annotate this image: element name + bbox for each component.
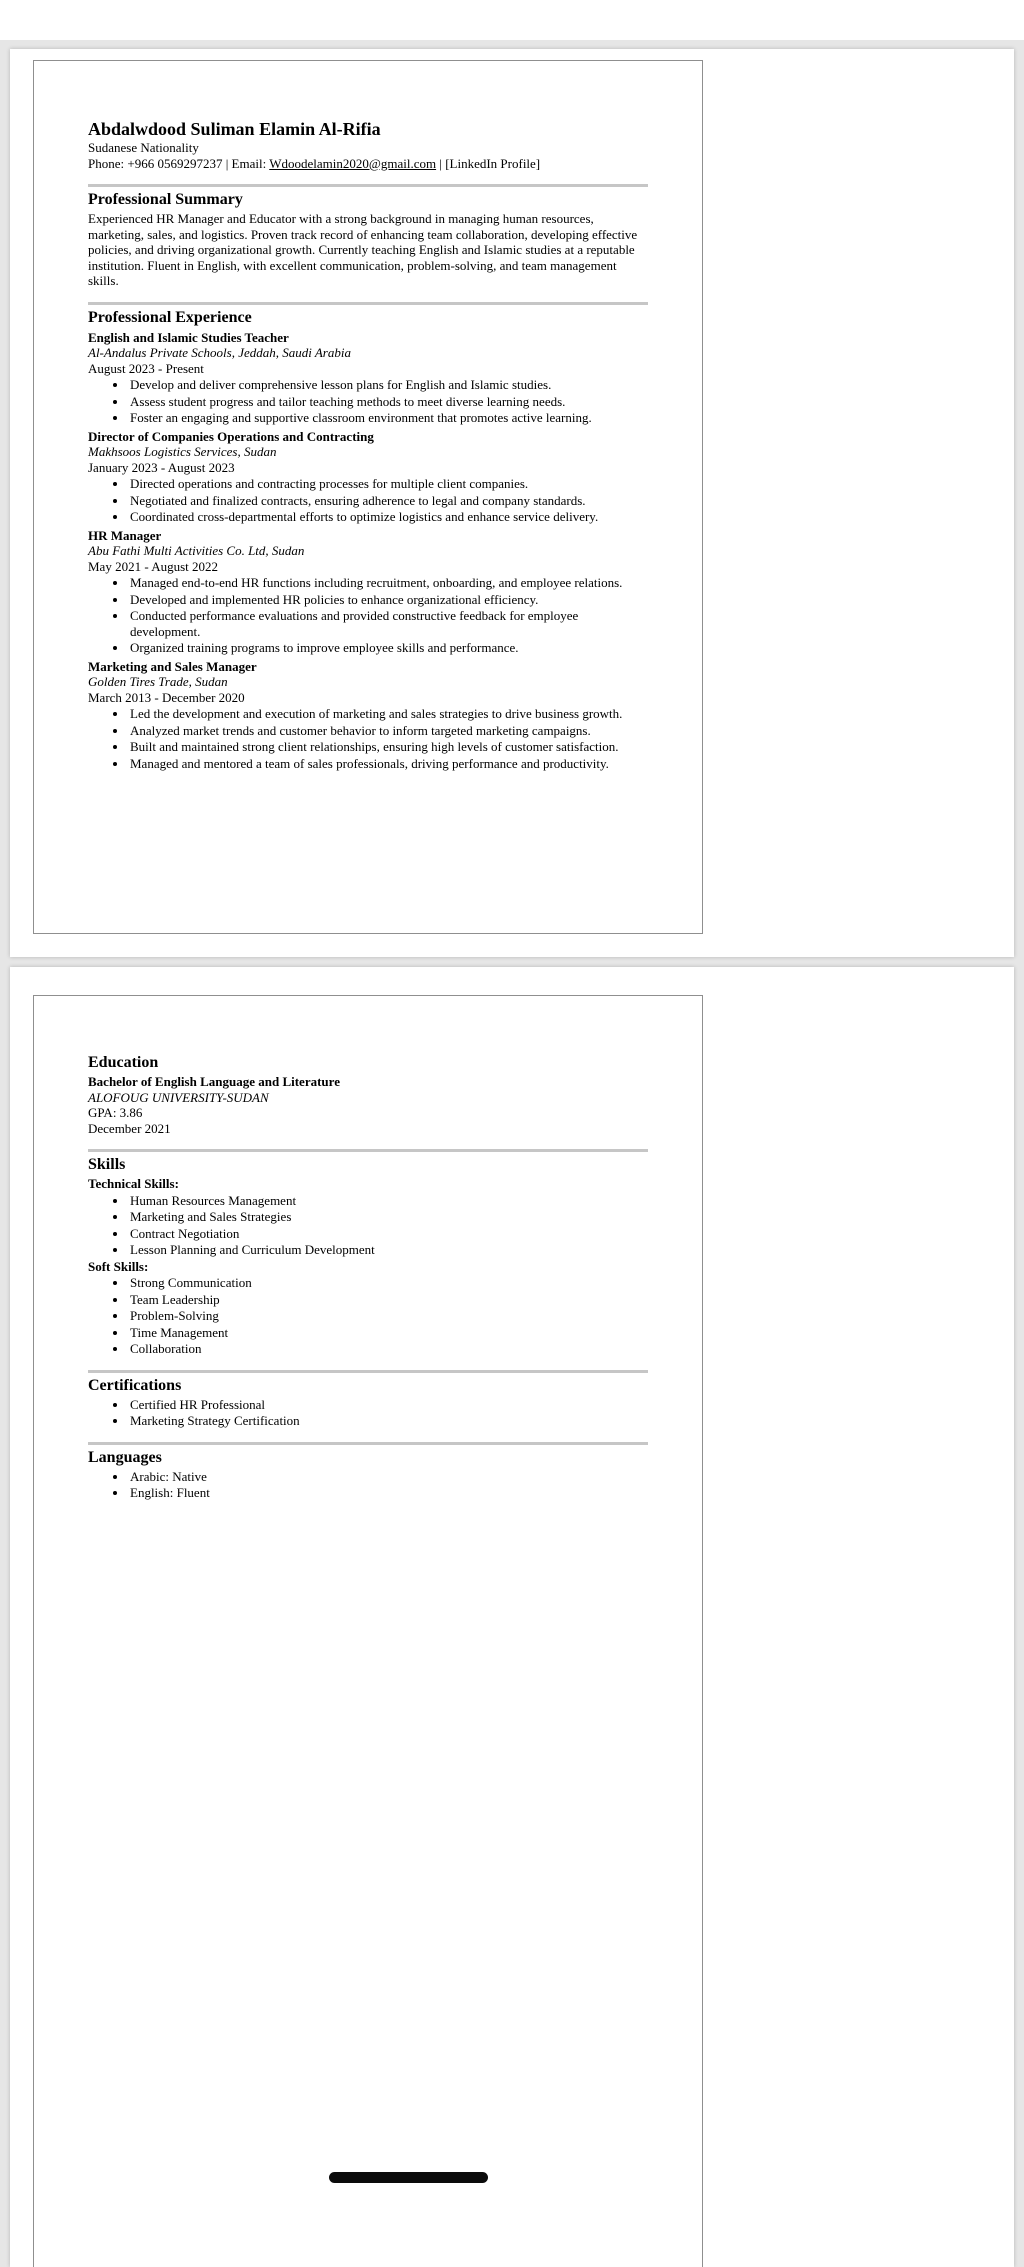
job-entry: [88, 528, 648, 656]
bullet-item: • Problem-Solving: [128, 1308, 648, 1324]
home-indicator[interactable]: [329, 2172, 488, 2183]
bullet-item: • Managed end-to-end HR functions including recruitment, onboarding, and employee relations.: [128, 575, 648, 591]
job-bullets: [88, 476, 648, 525]
job-title: English and Islamic Studies Teacher: [88, 329, 289, 345]
candidate-name: Abdalwdood Suliman Elamin Al-Rifia: [88, 119, 381, 139]
status-bar-area: [0, 0, 1024, 40]
nationality: Sudanese Nationality: [88, 140, 199, 155]
job-company: Golden Tires Trade, Sudan: [88, 674, 228, 689]
resume-page-1: [10, 49, 1014, 957]
experience-heading: Professional Experience: [88, 308, 252, 326]
skills-heading: Skills: [88, 1156, 126, 1173]
soft-skills-label: Soft Skills:: [88, 1258, 149, 1274]
job-dates: August 2023 - Present: [88, 360, 204, 376]
summary-text: Experienced HR Manager and Educator with a strong background in managing human resources, marketing, sales, and logistics. Proven track record of enhancing team collaboration, developing effective policies, and driving organizational growth. Currently teaching English and Islamic studies at a reputable institution. Fluent in English, with excellent communication, problem-solving, and team management skills.: [88, 211, 638, 288]
bullet-item: • Strong Communication: [128, 1275, 648, 1291]
bullet-item: • Lesson Planning and Curriculum Development: [128, 1242, 648, 1258]
bullet-item: • Team Leadership: [128, 1292, 648, 1308]
job-dates: January 2023 - August 2023: [88, 459, 235, 475]
languages-list: [88, 1469, 648, 1501]
technical-skills-list: [88, 1193, 648, 1258]
document-scroll-area[interactable]: [0, 40, 1024, 2267]
bullet-item: • Negotiated and finalized contracts, ensuring adherence to legal and company standards.: [128, 493, 648, 509]
bullet-item: • English: Fluent: [128, 1485, 648, 1501]
certifications-heading: Certifications: [88, 1376, 182, 1394]
job-entry: [88, 659, 648, 772]
job-dates: May 2021 - August 2022: [88, 558, 218, 574]
bullet-item: • Time Management: [128, 1325, 648, 1341]
section-divider: [88, 302, 648, 305]
job-entry: [88, 330, 648, 426]
soft-skills-list: [88, 1275, 648, 1357]
bullet-item: • Built and maintained strong client relationships, ensuring high levels of customer satisfaction.: [128, 739, 648, 755]
education-school: ALOFOUG UNIVERSITY-SUDAN: [88, 1089, 269, 1105]
education-gpa: GPA: 3.86: [88, 1105, 143, 1120]
section-divider: [88, 1149, 648, 1152]
bullet-item: • Assess student progress and tailor teaching methods to meet diverse learning needs.: [128, 394, 648, 410]
bullet-item: • Developed and implemented HR policies to enhance organizational efficiency.: [128, 592, 648, 608]
bullet-item: • Marketing and Sales Strategies: [128, 1209, 648, 1225]
job-bullets: [88, 706, 648, 771]
job-title: HR Manager: [88, 527, 162, 543]
job-company: Makhsoos Logistics Services, Sudan: [88, 444, 277, 459]
phone-email-text: Phone: +966 0569297237 | Email:: [88, 155, 270, 171]
summary-heading: Professional Summary: [88, 191, 243, 208]
bullet-item: • Foster an engaging and supportive classroom environment that promotes active learning.: [128, 410, 648, 426]
education-date: December 2021: [88, 1120, 171, 1136]
linkedin-text[interactable]: | [LinkedIn Profile]: [436, 155, 541, 171]
page-2-content: [34, 996, 702, 1501]
section-divider: [88, 1442, 648, 1445]
section-divider: [88, 1370, 648, 1373]
bullet-item: • Marketing Strategy Certification: [128, 1413, 648, 1429]
job-bullets: [88, 377, 648, 426]
education-degree: Bachelor of English Language and Literature: [88, 1074, 340, 1089]
page-1-content: [34, 61, 702, 771]
job-entry: [88, 429, 648, 525]
bullet-item: • Human Resources Management: [128, 1193, 648, 1209]
bullet-item: • Arabic: Native: [128, 1469, 648, 1485]
job-title: Marketing and Sales Manager: [88, 658, 257, 674]
job-company: Al-Andalus Private Schools, Jeddah, Saudi Arabia: [88, 345, 351, 360]
languages-heading: Languages: [88, 1448, 162, 1466]
section-divider: [88, 184, 648, 187]
bullet-item: • Certified HR Professional: [128, 1397, 648, 1413]
page-border: [33, 995, 703, 2267]
email-link[interactable]: Wdoodelamin2020@gmail.com: [269, 155, 437, 171]
page-border: [33, 60, 703, 934]
bullet-item: • Organized training programs to improve employee skills and performance.: [128, 640, 648, 656]
bullet-item: • Managed and mentored a team of sales professionals, driving performance and productivity.: [128, 756, 648, 772]
job-title: Director of Companies Operations and Contracting: [88, 428, 374, 444]
certifications-list: [88, 1397, 648, 1429]
job-dates: March 2013 - December 2020: [88, 689, 245, 705]
job-bullets: [88, 575, 648, 656]
bullet-item: • Analyzed market trends and customer behavior to inform targeted marketing campaigns.: [128, 723, 648, 739]
contact-line: [88, 156, 648, 172]
education-heading: Education: [88, 1054, 159, 1071]
bullet-item: • Coordinated cross-departmental efforts to optimize logistics and enhance service delivery.: [128, 509, 648, 525]
bullet-item: • Led the development and execution of marketing and sales strategies to drive business growth.: [128, 706, 648, 722]
bullet-item: • Contract Negotiation: [128, 1226, 648, 1242]
bullet-item: • Conducted performance evaluations and provided constructive feedback for employee development.: [128, 608, 648, 639]
bullet-item: • Directed operations and contracting processes for multiple client companies.: [128, 476, 648, 492]
resume-page-2: [10, 967, 1014, 2267]
bullet-item: • Collaboration: [128, 1341, 648, 1357]
bullet-item: • Develop and deliver comprehensive lesson plans for English and Islamic studies.: [128, 377, 648, 393]
job-company: Abu Fathi Multi Activities Co. Ltd, Sudan: [88, 543, 305, 558]
technical-skills-label: Technical Skills:: [88, 1176, 179, 1191]
